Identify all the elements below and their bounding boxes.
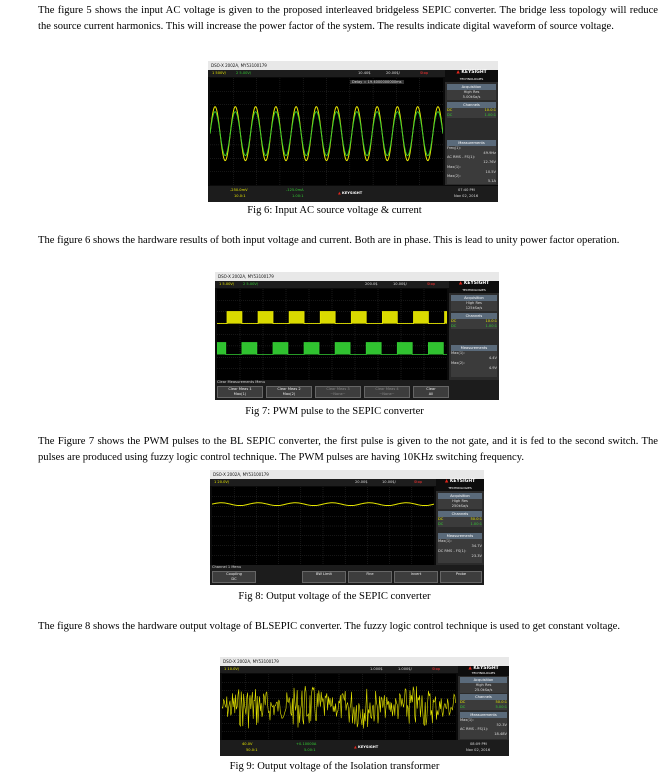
scope-time: 08:09 PM [470,742,487,746]
acquisition-header: Acquisition [447,84,496,90]
softkey-clear-meas-1[interactable]: Clear Meas 1 Max(1) [217,386,263,398]
keysight-logo: ▲ KEYSIGHT TECHNOLOGIES [436,479,484,491]
measurements-header: Measurements [438,533,482,539]
paragraph-fig5-intro: The figure 5 shows the input AC voltage is given to the proposed interleaved bridgeless SEPIC converter. The bridge less topology will reduce the source current harmonics. This will increase the power factor of the system. The results indicate digital waveform of source voltage. [38,5,658,32]
side-panel [458,666,509,740]
ch2-scale: 2 5.00V/ [236,71,252,75]
paragraph-fig8: The figure 8 shows the hardware output voltage of BLSEPIC converter. The fuzzy logic control technique is used to get constant voltage. [38,621,621,632]
acquisition-block: High Res 125kSa/s [451,301,497,311]
keysight-logo: ▲ KEYSIGHT TECHNOLOGIES [449,281,499,293]
ch2-scale: 2 5.00V/ [243,282,259,286]
softkey-bar [215,380,499,400]
scope-time: 07:40 PM [458,188,475,192]
oscilloscope-screenshot-fig7 [215,272,499,400]
acquisition-block: High Res 25.0kSa/s [460,683,507,693]
measurements-header: Measurements [447,140,496,146]
measurements-block: Freq(1): 49.9Hz AC RMS - FS(1): 12.76V Max(1): 10.5V Max(2): 5.1A [447,146,496,183]
bottom-ch1-probe: 10.0:1 [234,194,246,198]
paragraph-fig6: The figure 6 shows the hardware results of both input voltage and current. Both are in phase. This is lead to unity power factor operation. [38,235,620,246]
caption-fig7: Fig 7: PWM pulse to the SEPIC converter [245,406,424,417]
timebase-readout: 1.000$ [370,667,383,671]
side-panel [449,281,499,380]
scope-bottom-bar [220,740,509,756]
waveform-svg [212,487,434,565]
keysight-logo: ▲ KEYSIGHT TECHNOLOGIES [458,666,509,676]
keysight-logo: ▲ KEYSIGHT TECHNOLOGIES [445,70,498,82]
side-panel [436,479,484,565]
oscilloscope-screenshot-fig8 [210,470,484,585]
scope-date: Nov 02, 2016 [466,748,491,752]
bottom-ch1-offset: -250.0mV [230,188,248,192]
measurements-block: Max(1): 4.4V Max(2): 4.9V [451,351,497,377]
measurements-block: Max(1): 52.3V AC RMS - FS(1): 18.48V [460,718,507,739]
softkey-menu-label: Channel 1 Menu [212,565,242,569]
softkey-fine[interactable]: Fine [348,571,392,583]
scope-model-label: DSO-X 2002A, MY53100179 [220,657,509,666]
trigger-readout: 20.00$/ [386,71,400,75]
waveform-plot [212,487,434,565]
waveform-svg [222,674,456,740]
run-status: Stop [427,282,436,286]
channels-block: DC 50.0:1 DC 5.00:1 [460,700,507,709]
waveform-plot [210,78,443,185]
measurements-header: Measurements [460,712,507,718]
trace-ch1-transformer-output [222,686,456,728]
ch1-scale: 1 500V/ [212,71,226,75]
caption-fig9: Fig 9: Output voltage of the Isolation transformer [229,761,440,772]
ch1-scale: 1 20.0V/ [214,480,230,484]
channels-header: Channels [447,102,496,108]
ch1-scale: 1 10.0V/ [224,667,240,671]
caption-fig8: Fig 8: Output voltage of the SEPIC converter [238,591,431,602]
trigger-readout: 10.00$/ [382,480,396,484]
oscilloscope-screenshot-fig6 [208,61,498,202]
channels-header: Channels [438,511,482,517]
scope-model-label: DSO-X 2002A, MY53100179 [208,61,498,70]
trigger-readout: 1.000$/ [398,667,412,671]
waveform-plot [222,674,456,740]
softkey-bar [210,565,484,585]
softkey-bw-limit[interactable]: BW Limit [302,571,346,583]
bottom-ch2-probe: 1.00:1 [292,194,304,198]
softkey-menu-label: Clear Measurements Menu [217,380,266,384]
trace-ch2-pwm [217,343,447,355]
oscilloscope-screenshot-fig9 [220,657,509,756]
acquisition-block: High Res 250kSa/s [438,499,482,509]
timebase-readout: 10.40$ [358,71,371,75]
side-panel [445,70,498,185]
bottom-keysight-logo: ▲ KEYSIGHT [354,745,379,749]
ch1-scale: 1 5.00V/ [219,282,235,286]
acquisition-header: Acquisition [451,295,497,301]
bottom-ch2-offset: +0.10000A [296,742,317,746]
delay-readout: Delay = 19.4000000000ms [352,80,402,84]
channels-header: Channels [451,313,497,319]
channels-block: DC 10.0:1 DC 1.00:1 [447,108,496,117]
channels-header: Channels [460,694,507,700]
scope-model-label: DSO-X 2002A, MY53100179 [215,272,499,281]
caption-fig6: Fig 6: Input AC source voltage & current [247,205,422,216]
channels-block: DC 10.0:1 DC 1.00:1 [451,319,497,328]
bottom-ch2-probe: 5.00:1 [304,748,316,752]
acquisition-block: High Res 5.00kSa/s [447,90,496,100]
timebase-readout: 20.00$ [355,480,368,484]
run-status: Stop [432,667,441,671]
run-status: Stop [420,71,429,75]
softkey-clear-meas-2[interactable]: Clear Meas 2 Max(2) [266,386,312,398]
waveform-svg [210,78,443,185]
trigger-readout: 10.00$/ [393,282,407,286]
bottom-ch2-offset: -125.0mA [286,188,304,192]
waveform-svg [217,289,447,380]
trace-ch1-pwm [217,312,447,324]
acquisition-header: Acquisition [460,677,507,683]
softkey-clear-all[interactable]: Clear All [413,386,449,398]
scope-model-label: DSO-X 2002A, MY53100179 [210,470,484,479]
measurements-block: Max(1): 34.7V DC RMS - FS(1): 23.3V [438,539,482,563]
waveform-plot [217,289,447,380]
timebase-readout: 200.0$ [365,282,378,286]
run-status: Stop [414,480,423,484]
scope-bottom-bar [208,186,498,202]
bottom-keysight-logo: ▲ KEYSIGHT [338,191,363,195]
softkey-coupling[interactable]: Coupling DC [212,571,256,583]
softkey-probe[interactable]: Probe [440,571,482,583]
softkey-clear-meas-3[interactable]: Clear Meas 3 ~None~ [315,386,361,398]
bottom-ch1-offset: 40.0V [242,742,253,746]
bottom-ch1-probe: 50.0:1 [246,748,258,752]
measurements-header: Measurements [451,345,497,351]
scope-date: Nov 02, 2016 [454,194,479,198]
softkey-invert[interactable]: Invert [394,571,438,583]
paragraph-fig7: The Figure 7 shows the PWM pulses to the BL SEPIC converter, the first pulse is given to the not gate, and it is fed to the second switch. The pulses are produced using fuzzy logic control technique. The PWM pulses are having 10KHz switching frequency. [38,436,658,463]
acquisition-header: Acquisition [438,493,482,499]
channels-block: DC 50.0:1 DC 1.00:1 [438,517,482,526]
softkey-clear-meas-4[interactable]: Clear Meas 4 ~None~ [364,386,410,398]
